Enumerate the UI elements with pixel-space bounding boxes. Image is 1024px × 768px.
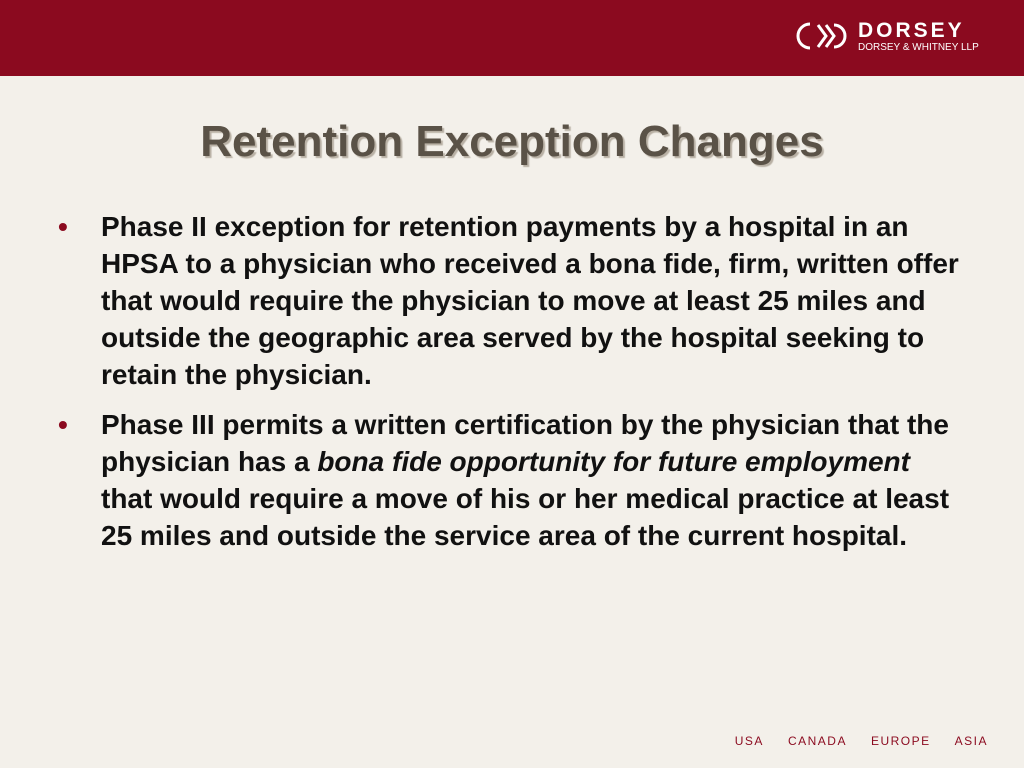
footer-region-europe: EUROPE	[870, 734, 931, 748]
dorsey-logo[interactable]	[796, 20, 996, 60]
footer-region-canada: CANADA	[787, 734, 847, 748]
bullet-item-phase-ii	[58, 208, 968, 393]
bullet-dot-icon: •	[58, 211, 68, 242]
slide-title: Retention Exception Changes	[200, 117, 824, 166]
bullet-item-phase-iii	[58, 406, 968, 554]
footer-regions	[735, 734, 988, 748]
footer-region-asia: ASIA	[954, 734, 988, 748]
bullet-text-italic: bona fide opportunity for future employment	[317, 446, 910, 477]
dorsey-logo-mark-icon	[796, 22, 848, 50]
bullet-text-after: that would require a move of his or her medical practice at least 25 miles and outside the service area of the current hospital.	[101, 483, 950, 551]
footer-region-usa: USA	[734, 734, 764, 748]
bullet-list	[58, 208, 968, 567]
bullet-text: Phase II exception for retention payments by a hospital in an HPSA to a physician who received a bona fide, firm, written offer that would require the physician to move at least 25 miles and outside the geographic area served by the hospital seeking to retain the physician.	[101, 211, 959, 390]
logo-name: DORSEY	[858, 19, 965, 42]
header-band	[0, 0, 1024, 76]
bullet-dot-icon: •	[58, 409, 68, 440]
logo-firm-name: DORSEY & WHITNEY LLP	[858, 42, 979, 53]
bullet-text-before: Phase III permits a written certification by the physician that the physician has a	[101, 409, 949, 477]
